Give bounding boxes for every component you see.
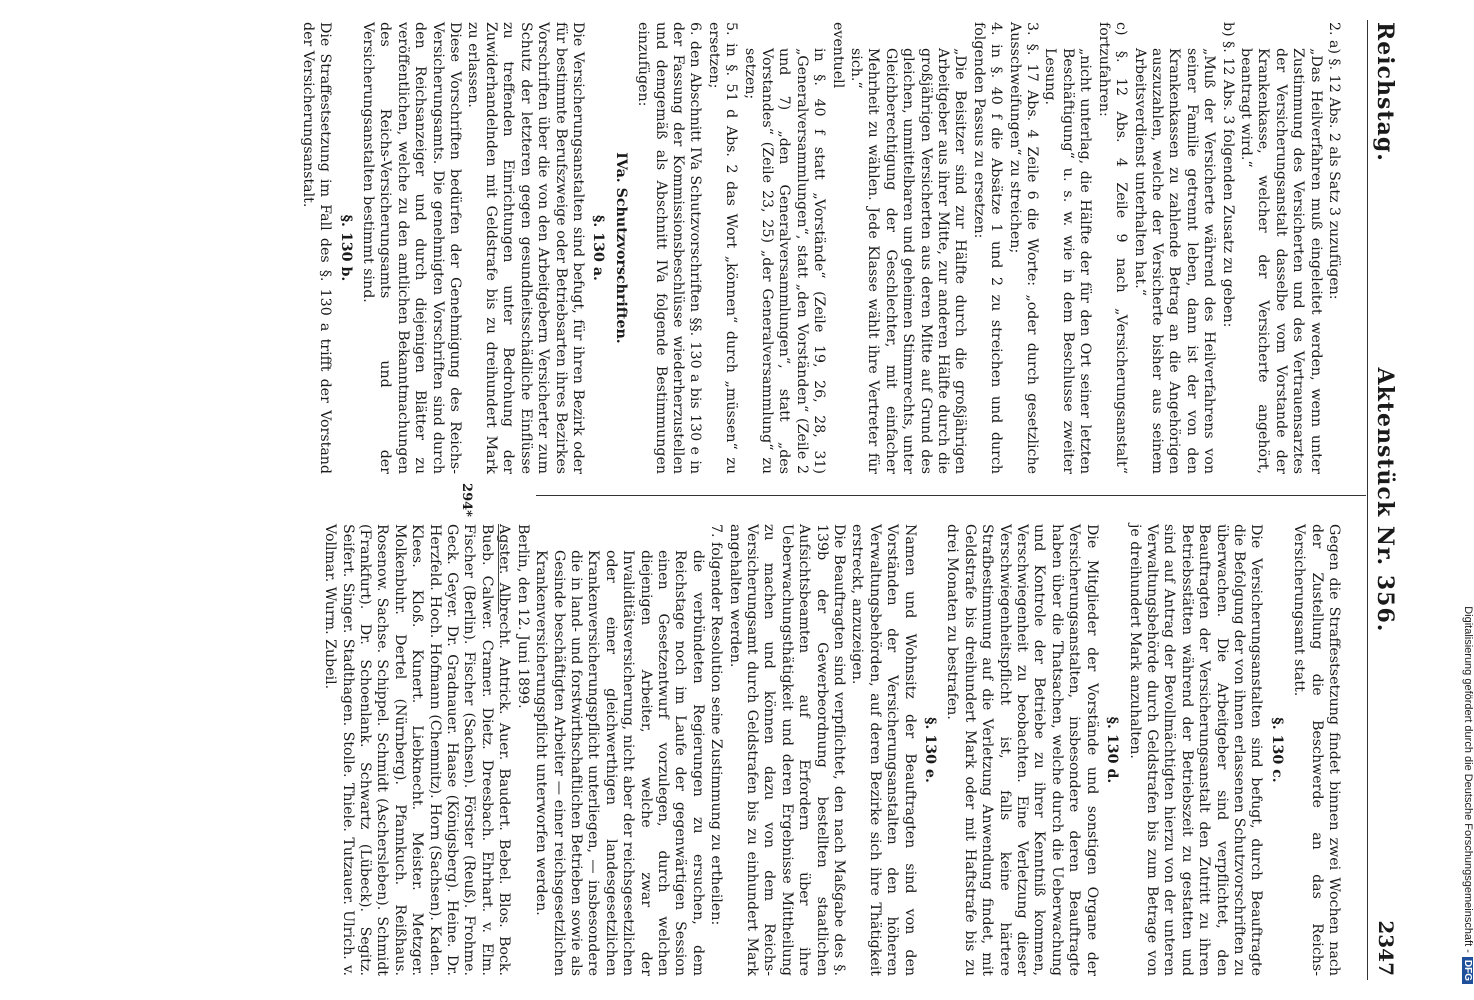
left-column [297,22,1342,474]
paragraph: 3. §. 17 Abs. 4 Zeile 6 die Worte: „oder durch gesetzliche Ausschweifungen“ zu streichen; [1006,22,1041,474]
page-number: 2347 [1374,920,1398,976]
paragraph: „nicht unterlag, die Hälfte der für den Ort seiner letzten Beschäftigung“ u. s. w. wie in dem Beschlusse zweiter Lesung. [1042,48,1094,474]
paragraph: Die Straffestsetzung im Fall des §. 130 a trifft der Vorstand der Versicherungsanstalt. [299,22,334,474]
paragraph: Gegen die Straffestsetzung findet binnen zwei Wochen nach der Zustellung die Beschwerde an das Reichs-Versicherungsamt statt. [1291,524,1342,976]
short-rule [498,524,499,614]
paragraph: „Das Heilverfahren muß eingeleitet werden, wenn unter Zustimmung des Versicherten und des Vertrauensarztes der Versicherungsanstalt dasselbe vom Vorstande der Krankenkasse, welcher der Versicherte angehört, beantragt wird.“ [1237,48,1324,474]
paragraph: 2. a) §. 12 Abs. 2 als Satz 3 zuzufügen: [1326,22,1342,300]
signatories: Agster. Albrecht. Antrick. Auer. Baudert. Bebel. Blos. Bock. Bueb. Calwer. Cramer. Dietz. Dreesbach. Ehrhart. v. Elm. Fischer (Berlin). Fischer (Sachsen). Förster (Reuß). Frohme. Geck. Geyer. Dr. Gradnauer. Haase (Königsberg). Heine. Dr. Herzfeld. Hoch. Hofmann (Chemnitz). Horn (Sachsen). Kaden. Klees. Kloß. Kunert. Liebknecht. Meister. Metzger. Molkenbuhr. Dertel (Nürnberg). Pfannkuch. Reißhaus. Rosenow. Sachse. Schippel. Schmidt (Aschersleben). Schmidt (Frankfurt). Dr. Schoenlank. Schwartz (Lübeck). Segitz. Seifert. Singer. Stadthagen. Stolle. Thiele. Tutzauer. Ulrich. v. Vollmar. Wurm. Zubeil. [322,524,513,976]
paragraph: c) §. 12 Abs. 4 Zeile 9 nach „Versicherungsanstalt“ fortzufahren: [1095,22,1130,474]
paragraph: in §. 40 f statt „Vorstände“ (Zeile 19, 26, 28, 31) „Generalversammlungen“, statt „den Vorständen“ (Zeile 2 und 7) „den Generalversammlungen“, statt „des Vorstandes“ (Zeile 23, 25) „der Generalversammlung“ zu setzen; [741,48,828,474]
paragraph: Die Versicherungsanstalten sind befugt, durch Beauftragte die Befolgung der von ihnen erlassenen Schutzvorschriften zu überwachen. Die Arbeitgeber sind verpflichtet, den Beauftragten der Versicherungsanstalt den Zutritt zu ihren Betriebsstätten während der Betriebszeit zu gestatten und sind auf Antrag der Bevollmächtigten hierzu von der unteren Verwaltungsbehörde durch Geldstrafen bis zum Betrage von je dreihundert Mark anzuhalten. [1126,524,1265,976]
date-line: Berlin, den 12. Juni 1899. [514,524,531,709]
section-heading: §. 130 d. [1104,716,1121,784]
paragraph: „Die Beisitzer sind zur Hälfte durch die großjährigen Arbeitgeber aus ihrer Mitte, zur anderen Hälfte durch die großjährigen Versicherten aus deren Mitte auf Grund des gleichen, unmittelbaren und geheimen Stimmrechts, unter Gleichberechtigung der Geschlechter, mit einfacher Mehrheit zu wählen. Jede Klasse wählt ihre Vertreter für sich.“ [848,48,969,474]
paragraph: eventuell [829,22,846,89]
paragraph: 6. den Abschnitt IVa Schutzvorschriften §§. 130 a bis 130 e in der Fassung der Kommissionsbeschlüsse wiederherzustellen und demgemäß als Abschnitt IVa folgende Bestimmungen einzufügen: [635,22,704,474]
paragraph: Die Versicherungsanstalten sind befugt, für ihren Bezirk oder für bestimmte Berufszweige oder Betriebsarten ihres Bezirkes Vorschriften über die von den Arbeitgebern Versicherter zum Schutz der letzteren gegen gesundheitsschädliche Einflüsse zu treffenden Einrichtungen unter Bedrohung der Zuwiderhandelnden mit Geldstrafe bis zu dreihundert Mark zu erlassen. [465,22,586,474]
paragraph: Die Beauftragten sind verpflichtet, den nach Maßgabe des §. 139b der Gewerbeordnung bestellten staatlichen Aufsichtsbeamten auf Erfordern über ihre Ueberwachungsthätigkeit und deren Ergebnisse Mittheilung zu machen und können dazu von dem Reichs-Versicherungsamt durch Geldstrafen bis zu einhundert Mark angehalten werden. [726,524,848,976]
section-heading: §. 130 b. [337,214,354,282]
paragraph: Diese Vorschriften bedürfen der Genehmigung des Reichs-Versicherungsamts. Die genehmigten Vorschriften sind durch den Reichsanzeiger und durch diejenigen Blätter zu veröffentlichen, welche zu den amtlichen Bekanntmachungen des Reichs-Versicherungsamts und der Versicherungsanstalten bestimmt sind. [360,22,464,474]
header-title: Aktenstück Nr. 356. [1372,367,1398,633]
digitization-note [1462,0,1474,1000]
paragraph: Die Mitglieder der Vorstände und sonstigen Organe der Versicherungsanstalten, insbesondere deren Beauftragte haben über die Thatsachen, welche durch die Ueberwachung und Kontrole der Betriebe zu ihrer Kenntniß kommen, Verschwiegenheit zu beobachten. Eine Verletzung dieser Verschwiegenheitspflicht ist, falls keine härtere Strafbestimmung auf die Verletzung Anwendung findet, mit Geldstrafe bis dreihundert Mark oder mit Haftstrafe bis zu drei Monaten zu bestrafen. [944,524,1100,976]
column-divider [536,495,1366,496]
dfg-logo: DFG [1462,957,1473,984]
header-rule [1367,20,1368,980]
paragraph: 7. folgender Resolution seine Zustimmung zu ertheilen: [708,524,725,926]
section-heading: §. 130 c. [1268,717,1285,783]
paragraph: b) §. 12 Abs. 3 folgenden Zusatz zu geben: [1219,22,1236,328]
paragraph: die verbündeten Regierungen zu ersuchen, dem Reichstage noch im Laufe der gegenwärtigen Session einen Gesetzentwurf vorzulegen, durch welchen diejenigen Arbeiter, welche zwar der Invaliditätsversicherung, nicht aber der reichsgesetzlichen oder einer gleichwerthigen landesgesetzlichen Krankenversicherungspflicht unterliegen, — insbesondere die in land- und forstwirthschaftlichen Betrieben sowie als Gesinde beschäftigten Arbeiter — einer reichsgesetzlichen Krankenversicherungspflicht unterworfen werden. [533,550,706,976]
paragraph: 5. in §. 51 d Abs. 2 das Wort „können“ durch „müssen“ zu ersetzen; [705,22,740,474]
digitization-text: Digitalisierung gefördert durch die Deutsche Forschungsgemeinschaft - [1462,606,1474,953]
section-heading: IVa. Schutzvorschriften. [612,152,629,344]
section-heading: §. 130 a. [590,215,607,281]
paragraph: 4. in §. 40 f die Absätze 1 und 2 zu streichen und durch folgenden Passus zu ersetzen: [970,22,1005,474]
header-left: Reichstag. [1372,22,1398,162]
paragraph: „Muß der Versicherte während des Heilverfahrens von seiner Familie getrennt leben, dann ist der von den Krankenkassen zu zahlende Betrag an die Angehörigen auszuzahlen, welche der Versicherte bisher aus seinem Arbeitsverdienst unterhalten hat.“ [1131,48,1218,474]
paragraph: Namen und Wohnsitz der Beauftragten sind von den Vorständen der Versicherungsanstalten den höheren Verwaltungsbehörden, auf deren Bezirke sich ihre Thätigkeit erstreckt, anzuzeigen. [849,524,918,976]
signature-mark: 294* [459,483,474,517]
section-heading: §. 130 e. [922,717,939,783]
